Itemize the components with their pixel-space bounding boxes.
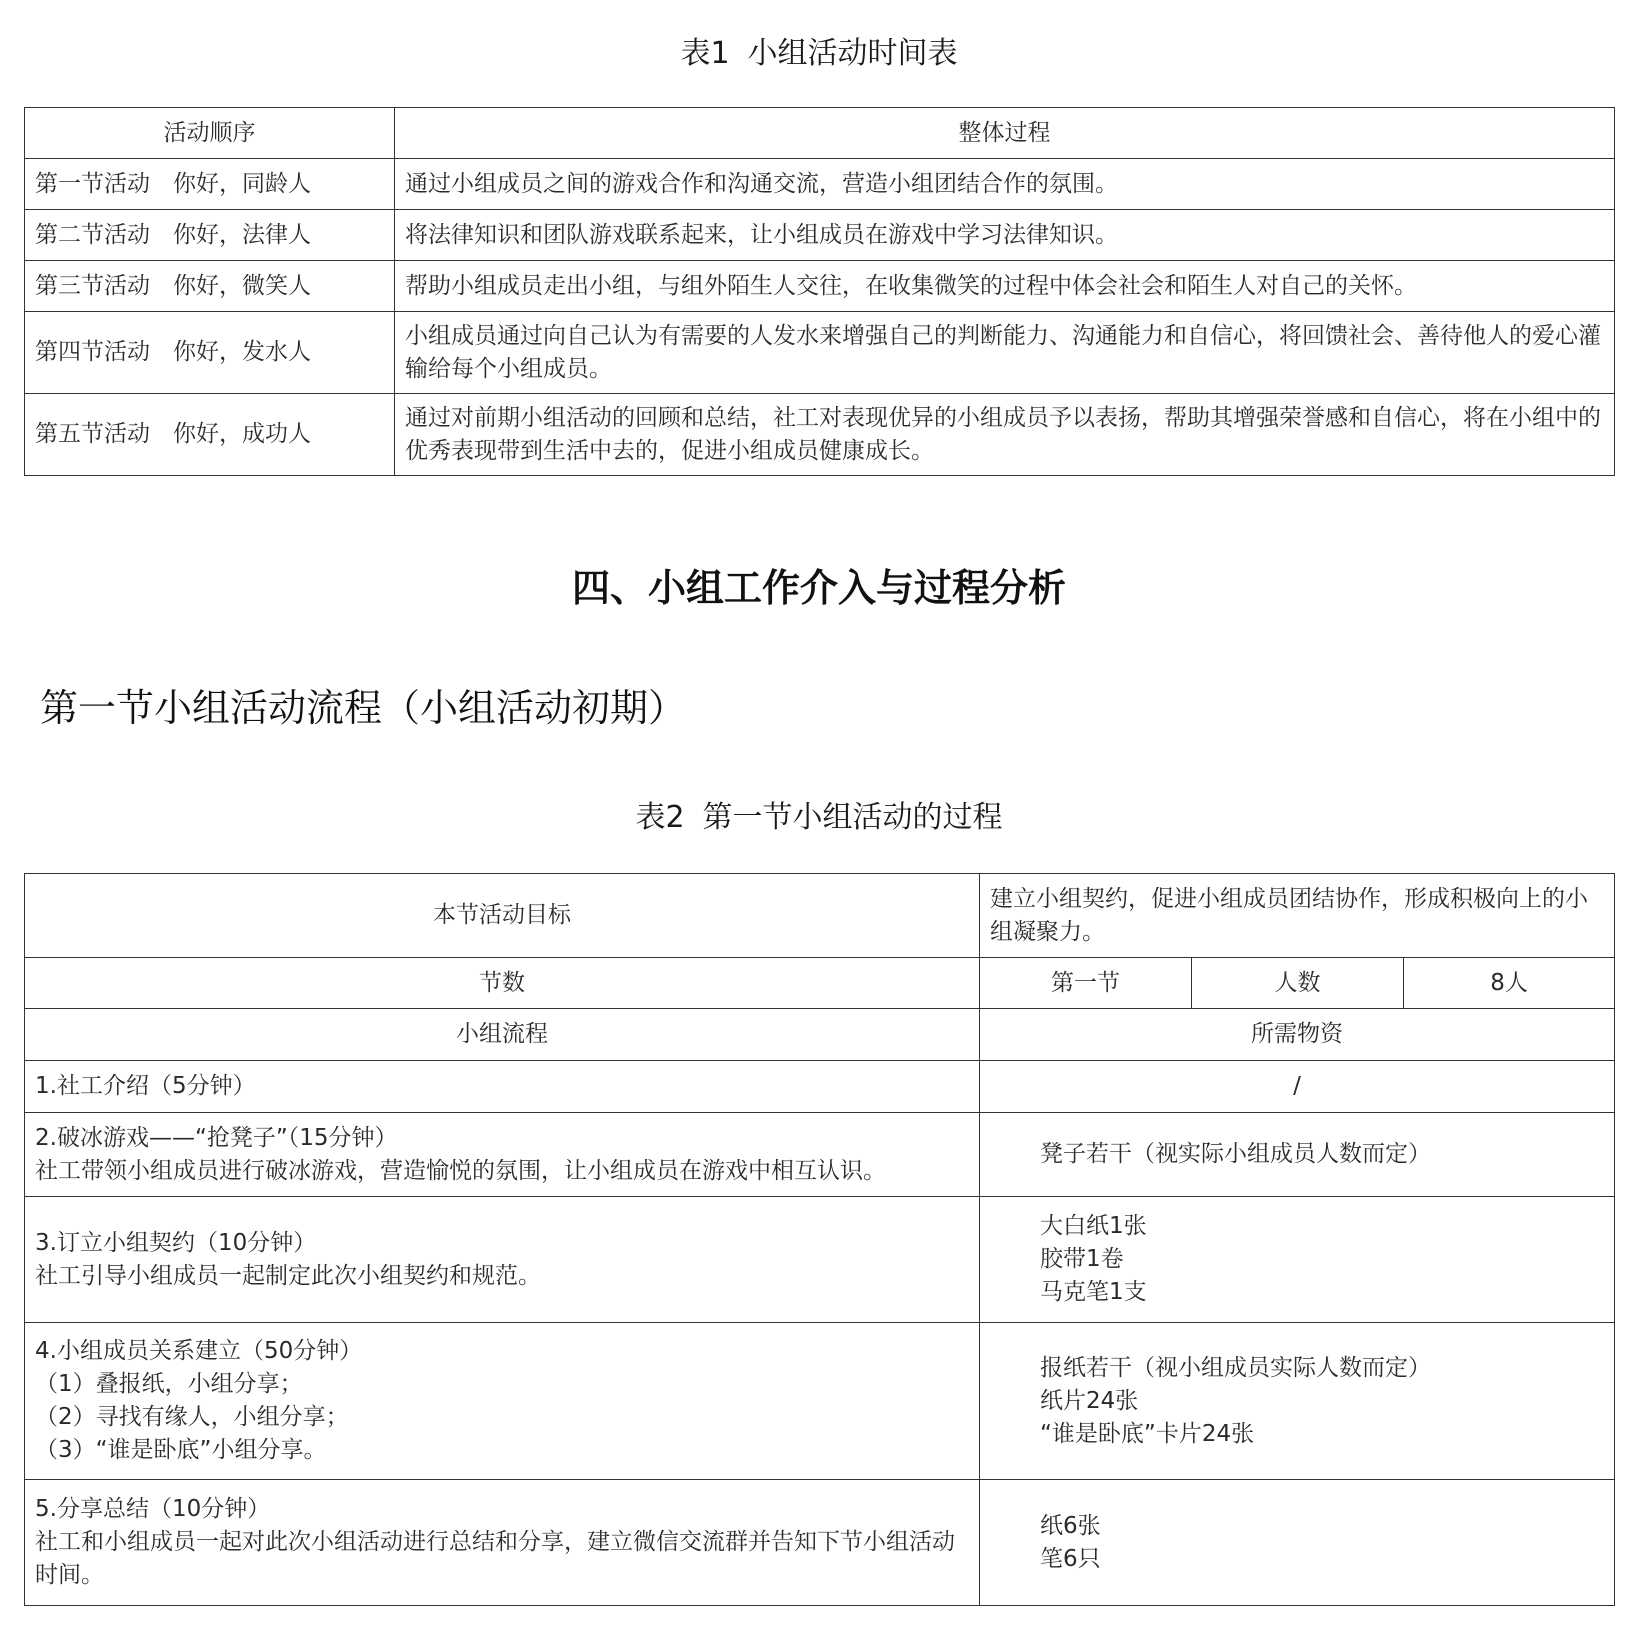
table-row — [25, 312, 1615, 394]
session-name: 第五节活动 你好，成功人 — [25, 394, 395, 476]
table-row — [25, 394, 1615, 476]
people-label: 人数 — [1192, 958, 1404, 1009]
session-name: 第四节活动 你好，发水人 — [25, 312, 395, 394]
table1-header-process: 整体过程 — [395, 108, 1615, 159]
goal-row — [25, 874, 1615, 958]
session-process: 通过小组成员之间的游戏合作和沟通交流，营造小组团结合作的氛围。 — [395, 159, 1615, 210]
flow-step: 1.社工介绍（5分钟） — [25, 1061, 980, 1113]
materials-cell: 纸6张 笔6只 — [980, 1480, 1615, 1606]
table-row — [25, 1061, 1615, 1113]
table-row — [25, 159, 1615, 210]
materials-cell: 报纸若干（视小组成员实际人数而定） 纸片24张 “谁是卧底”卡片24张 — [980, 1323, 1615, 1480]
table-row — [25, 1480, 1615, 1606]
subsection-heading: 第一节小组活动流程（小组活动初期） — [40, 686, 687, 730]
session-process: 帮助小组成员走出小组，与组外陌生人交往，在收集微笑的过程中体会社会和陌生人对自己的关怀。 — [395, 261, 1615, 312]
materials-cell: / — [980, 1061, 1615, 1113]
flow-step: 2.破冰游戏——“抢凳子”（15分钟） 社工带领小组成员进行破冰游戏，营造愉悦的氛围，让小组成员在游戏中相互认识。 — [25, 1113, 980, 1197]
table1-caption — [0, 34, 1638, 74]
table-row — [25, 261, 1615, 312]
activity-schedule-table — [24, 107, 1615, 476]
goal-text: 建立小组契约，促进小组成员团结协作，形成积极向上的小组凝聚力。 — [980, 874, 1615, 958]
session-label: 节数 — [25, 958, 980, 1009]
session-process: 小组成员通过向自己认为有需要的人发水来增强自己的判断能力、沟通能力和自信心，将回馈社会、善待他人的爱心灌输给每个小组成员。 — [395, 312, 1615, 394]
session-name: 第三节活动 你好，微笑人 — [25, 261, 395, 312]
table-row — [25, 1323, 1615, 1480]
session-process: 通过对前期小组活动的回顾和总结，社工对表现优异的小组成员予以表扬，帮助其增强荣誉感和自信心，将在小组中的优秀表现带到生活中去的，促进小组成员健康成长。 — [395, 394, 1615, 476]
table1-header-row — [25, 108, 1615, 159]
flow-step: 3.订立小组契约（10分钟） 社工引导小组成员一起制定此次小组契约和规范。 — [25, 1197, 980, 1323]
flow-step: 4.小组成员关系建立（50分钟） （1）叠报纸，小组分享； （2）寻找有缘人，小组分享； （3）“谁是卧底”小组分享。 — [25, 1323, 980, 1480]
materials-cell: 大白纸1张 胶带1卷 马克笔1支 — [980, 1197, 1615, 1323]
session-value: 第一节 — [980, 958, 1192, 1009]
flow-header: 小组流程 — [25, 1009, 980, 1061]
table2-caption — [0, 798, 1638, 838]
session-name: 第二节活动 你好，法律人 — [25, 210, 395, 261]
section-heading: 四、小组工作介入与过程分析 — [571, 566, 1066, 610]
table2-caption-title: 第一节小组活动的过程 — [702, 800, 1003, 835]
table2-header-row — [25, 1009, 1615, 1061]
flow-step: 5.分享总结（10分钟） 社工和小组成员一起对此次小组活动进行总结和分享，建立微信交流群并告知下节小组活动时间。 — [25, 1480, 980, 1606]
materials-header: 所需物资 — [980, 1009, 1615, 1061]
table1-caption-title: 小组活动时间表 — [747, 36, 958, 71]
session-name: 第一节活动 你好，同龄人 — [25, 159, 395, 210]
table1-caption-number: 表1 — [680, 36, 730, 71]
people-value: 8人 — [1404, 958, 1615, 1009]
table-row — [25, 210, 1615, 261]
table-row — [25, 1113, 1615, 1197]
table1-header-session: 活动顺序 — [25, 108, 395, 159]
session-process-table — [24, 873, 1615, 1606]
session-process: 将法律知识和团队游戏联系起来，让小组成员在游戏中学习法律知识。 — [395, 210, 1615, 261]
goal-label: 本节活动目标 — [25, 874, 980, 958]
session-info-row — [25, 958, 1615, 1009]
table-row — [25, 1197, 1615, 1323]
materials-cell: 凳子若干（视实际小组成员人数而定） — [980, 1113, 1615, 1197]
table2-caption-number: 表2 — [635, 800, 685, 835]
